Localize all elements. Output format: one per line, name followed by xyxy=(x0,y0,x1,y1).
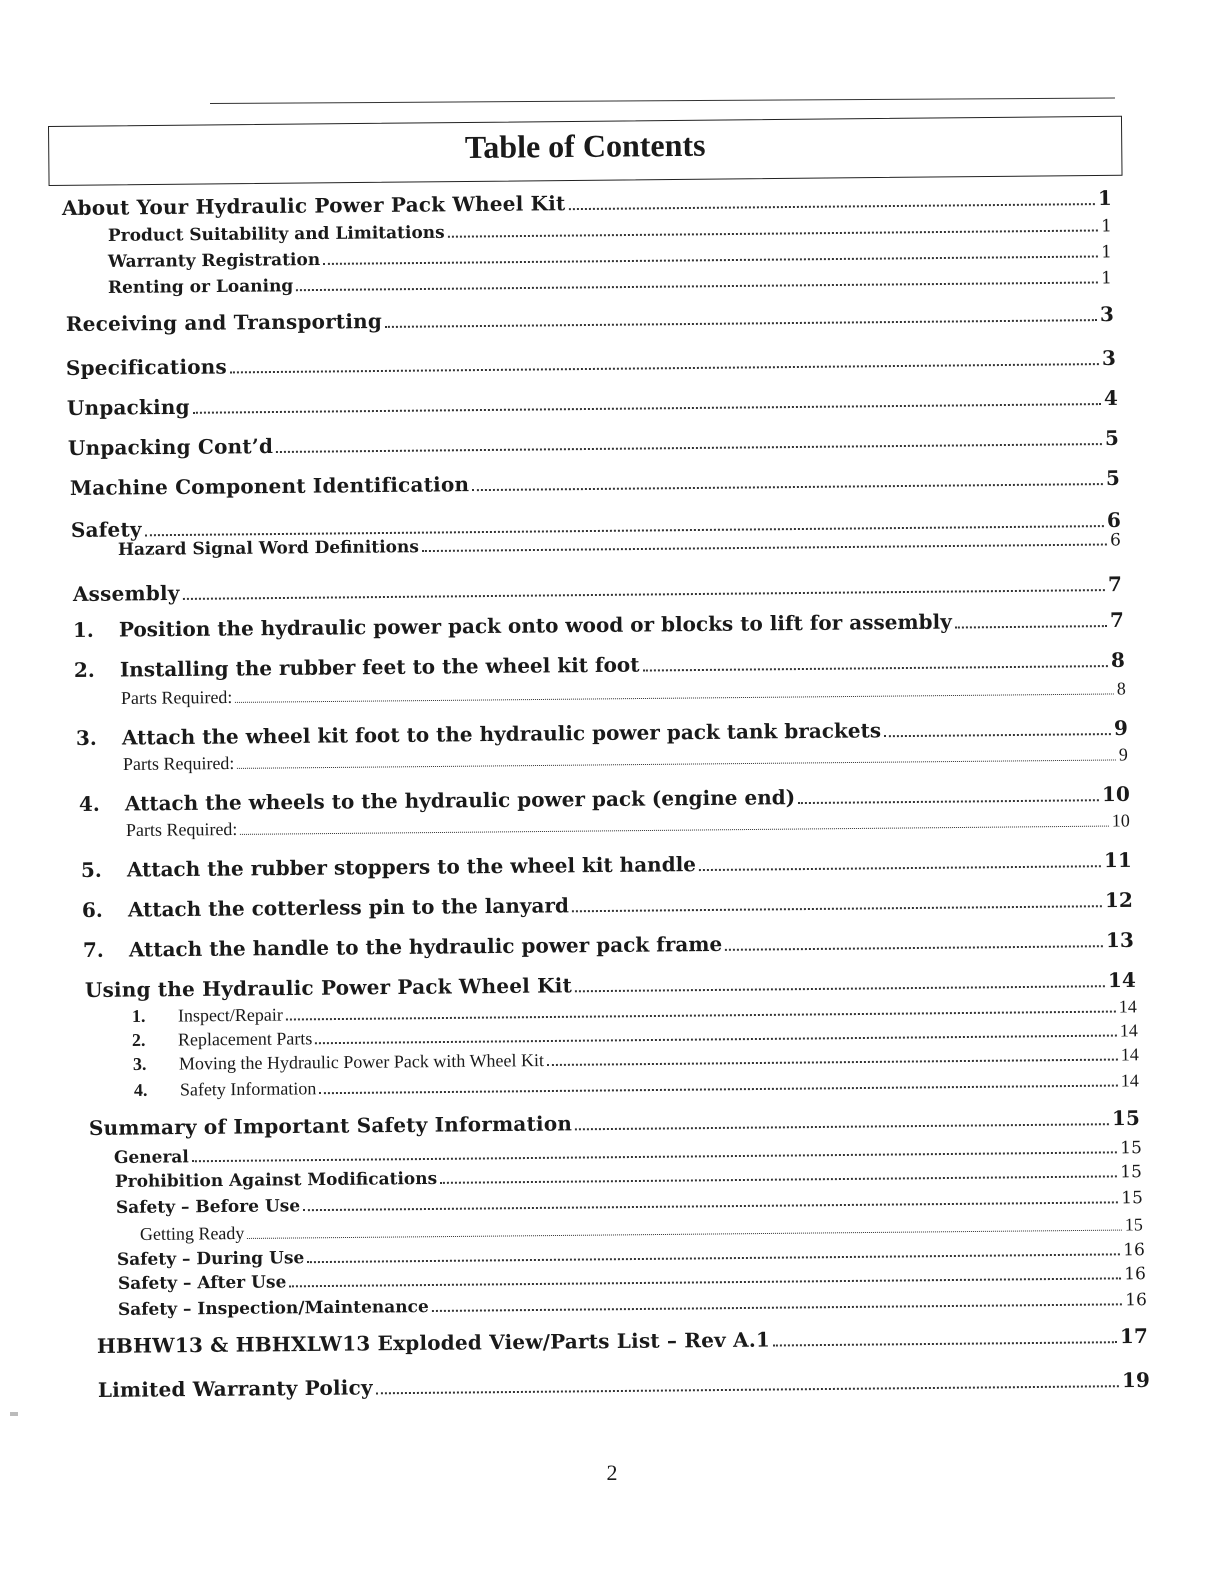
toc-subitem-entry[interactable] xyxy=(134,1070,1139,1101)
toc-entry-label: Replacement Parts xyxy=(177,1028,313,1050)
dot-leader xyxy=(307,1253,1120,1263)
toc-entry-page-number: 9 xyxy=(1118,744,1128,765)
dot-leader xyxy=(235,693,1113,702)
toc-entry-page-number: 7 xyxy=(1109,607,1124,633)
toc-entry-number: 7. xyxy=(82,937,104,962)
toc-entry-number: 1. xyxy=(131,1005,146,1026)
dot-leader xyxy=(798,799,1099,804)
toc-entry-label: Specifications xyxy=(65,354,228,380)
toc-entry-label: Parts Required: xyxy=(125,818,238,841)
toc-step-entry[interactable] xyxy=(73,608,1124,642)
dot-leader xyxy=(884,733,1111,737)
toc-entry-label: Renting or Loaning xyxy=(107,276,294,298)
toc-entry-page-number: 10 xyxy=(1111,810,1130,831)
toc-entry-label: About Your Hydraulic Power Pack Wheel Kit xyxy=(61,191,566,220)
toc-entry-label: Assembly xyxy=(72,580,180,606)
toc-entry-page-number: 5 xyxy=(1104,425,1119,451)
dot-leader xyxy=(289,1277,1121,1287)
toc-entry-page-number: 14 xyxy=(1119,1020,1138,1041)
toc-entry-label: Limited Warranty Policy xyxy=(97,1375,373,1402)
toc-entry-label: Installing the rubber feet to the wheel kit foot xyxy=(119,652,640,682)
toc-entry-label: Receiving and Transporting xyxy=(65,308,383,336)
toc-entry-page-number: 1 xyxy=(1100,242,1112,263)
toc-entry-label: Unpacking xyxy=(66,394,190,420)
toc-entry-number: 2. xyxy=(131,1029,146,1050)
dot-leader xyxy=(955,625,1107,628)
dot-leader xyxy=(319,1085,1118,1095)
toc-entry-page-number: 5 xyxy=(1105,465,1120,491)
toc-entry-page-number: 1 xyxy=(1100,268,1112,289)
toc-entry-page-number: 19 xyxy=(1121,1367,1150,1393)
toc-entry-label: Machine Component Identification xyxy=(69,472,470,500)
scan-speck xyxy=(10,1412,18,1416)
toc-entry-level-1[interactable] xyxy=(97,1324,1148,1358)
dot-leader xyxy=(286,1011,1116,1021)
toc-entry-level-1[interactable] xyxy=(66,302,1114,336)
toc-entry-level-1[interactable] xyxy=(73,572,1122,606)
toc-entry-page-number: 12 xyxy=(1104,887,1133,913)
toc-entry-label: Inspect/Repair xyxy=(177,1004,283,1026)
toc-entry-number: 3. xyxy=(75,725,97,750)
toc-entry-page-number: 1 xyxy=(1097,185,1112,211)
toc-entry-page-number: 7 xyxy=(1107,571,1122,597)
dot-leader xyxy=(472,483,1103,491)
toc-entry-label: Warranty Registration xyxy=(107,249,321,272)
toc-entry-page-number: 4 xyxy=(1103,385,1118,411)
page-title: Table of Contents xyxy=(464,126,706,165)
toc-entry-page-number: 15 xyxy=(1111,1105,1140,1131)
toc-step-entry[interactable] xyxy=(81,848,1132,882)
toc-entry-page-number: 13 xyxy=(1105,927,1134,953)
toc-entry-label: Safety Information xyxy=(179,1078,317,1100)
dot-leader xyxy=(725,945,1103,951)
toc-entry-page-number: 8 xyxy=(1110,647,1125,673)
dot-leader xyxy=(773,1341,1117,1346)
toc-entry-label: Safety – Inspection/Maintenance xyxy=(117,1297,429,1320)
toc-entry-label: Attach the wheels to the hydraulic power pack (engine end) xyxy=(124,785,796,816)
toc-entry-label: Attach the wheel kit foot to the hydraulic power pack tank brackets xyxy=(121,718,882,750)
dot-leader xyxy=(568,203,1095,210)
toc-entry-label: General xyxy=(113,1147,189,1168)
dot-leader xyxy=(448,229,1098,237)
toc-entry-label: HBHW13 & HBHXLW13 Exploded View/Parts List – Rev A.1 xyxy=(96,1327,771,1358)
toc-entry-page-number: 15 xyxy=(1121,1188,1143,1209)
toc-entry-level-3[interactable] xyxy=(140,1214,1143,1245)
dot-leader xyxy=(575,985,1105,992)
toc-entry-page-number: 14 xyxy=(1118,996,1137,1017)
dot-leader xyxy=(699,865,1101,871)
toc-entry-page-number: 1 xyxy=(1100,216,1112,237)
page-number: 2 xyxy=(606,1460,618,1485)
dot-leader xyxy=(247,1230,1121,1239)
dot-leader xyxy=(315,1035,1117,1045)
toc-entry-label: Safety – During Use xyxy=(116,1248,305,1270)
dot-leader xyxy=(572,905,1102,912)
toc-entry-level-2[interactable] xyxy=(116,1188,1143,1218)
toc-entry-page-number: 15 xyxy=(1120,1138,1142,1159)
toc-entry-level-1[interactable] xyxy=(89,1106,1140,1140)
toc-entry-page-number: 14 xyxy=(1120,1044,1139,1065)
toc-entry-label: Parts Required: xyxy=(120,686,233,709)
dot-leader xyxy=(240,826,1108,835)
dot-leader xyxy=(230,363,1099,373)
toc-entry-label: Safety – Before Use xyxy=(115,1196,301,1218)
toc-entry-page-number: 16 xyxy=(1124,1264,1146,1285)
toc-entry-number: 6. xyxy=(81,897,103,922)
toc-entry-page-number: 6 xyxy=(1109,530,1121,551)
toc-entry-number: 1. xyxy=(72,617,94,642)
toc-entry-label: Using the Hydraulic Power Pack Wheel Kit xyxy=(84,973,573,1002)
toc-step-entry[interactable] xyxy=(83,928,1134,962)
toc-entry-page-number: 16 xyxy=(1123,1240,1145,1261)
toc-entry-label: Attach the cotterless pin to the lanyard xyxy=(127,893,570,922)
dot-leader xyxy=(323,255,1098,264)
dot-leader xyxy=(422,544,1107,553)
toc-entry-page-number: 10 xyxy=(1101,781,1130,807)
toc-entry-level-2[interactable] xyxy=(118,1290,1147,1320)
toc-entry-page-number: 15 xyxy=(1120,1162,1142,1183)
toc-entry-level-3[interactable] xyxy=(123,744,1128,775)
toc-entry-number: 5. xyxy=(80,857,102,882)
toc-entry-label: Parts Required: xyxy=(122,752,235,775)
dot-leader xyxy=(303,1201,1118,1211)
toc-entry-page-number: 15 xyxy=(1124,1214,1143,1235)
dot-leader xyxy=(376,1385,1119,1394)
dot-leader xyxy=(385,319,1097,328)
toc-entry-level-1[interactable] xyxy=(62,186,1112,220)
toc-entry-label: Safety xyxy=(70,517,142,542)
toc-entry-level-1[interactable] xyxy=(66,346,1116,380)
dot-leader xyxy=(192,1151,1117,1162)
toc-entry-level-2[interactable] xyxy=(108,268,1112,298)
toc-entry-page-number: 16 xyxy=(1125,1290,1147,1311)
toc-entry-level-1[interactable] xyxy=(67,386,1118,420)
dot-leader xyxy=(237,759,1115,768)
toc-entry-page-number: 14 xyxy=(1120,1070,1139,1091)
toc-step-entry[interactable] xyxy=(82,888,1133,922)
toc-entry-label: Summary of Important Safety Information xyxy=(88,1111,573,1140)
dot-leader xyxy=(643,665,1108,671)
toc-entry-label: Prohibition Against Modifications xyxy=(114,1168,438,1192)
toc-entry-page-number: 9 xyxy=(1113,715,1128,741)
toc-entry-label: Getting Ready xyxy=(139,1222,245,1244)
toc-entry-level-1[interactable] xyxy=(98,1368,1150,1402)
toc-entry-number: 4. xyxy=(133,1079,148,1100)
toc-entry-level-1[interactable] xyxy=(68,426,1119,460)
dot-leader xyxy=(440,1175,1117,1183)
dot-leader xyxy=(547,1059,1118,1066)
dot-leader xyxy=(183,589,1105,600)
toc-entry-label: Moving the Hydraulic Power Pack with Wheel Kit xyxy=(178,1050,545,1074)
toc-entry-number: 2. xyxy=(73,657,95,682)
dot-leader xyxy=(296,281,1098,291)
toc-entry-level-3[interactable] xyxy=(121,678,1126,709)
dot-leader xyxy=(432,1303,1122,1312)
toc-entry-label: Attach the handle to the hydraulic power pack frame xyxy=(128,931,723,962)
toc-entry-label: Position the hydraulic power pack onto wood or blocks to lift for assembly xyxy=(118,609,952,642)
toc-entry-page-number: 3 xyxy=(1101,345,1116,371)
toc-entry-label: Hazard Signal Word Definitions xyxy=(117,537,420,560)
dot-leader xyxy=(276,443,1102,453)
dot-leader xyxy=(193,403,1101,414)
toc-entry-level-2[interactable] xyxy=(115,1162,1142,1192)
toc-entry-level-3[interactable] xyxy=(126,810,1130,841)
toc-entry-page-number: 8 xyxy=(1116,678,1126,699)
toc-entry-level-2[interactable] xyxy=(118,1264,1146,1294)
toc-step-entry[interactable] xyxy=(74,648,1125,682)
toc-entry-level-2[interactable] xyxy=(108,216,1112,246)
toc-entry-level-1[interactable] xyxy=(70,466,1120,500)
toc-entry-label: Product Suitability and Limitations xyxy=(107,222,445,246)
toc-entry-label: Safety – After Use xyxy=(117,1272,287,1294)
dot-leader xyxy=(575,1123,1109,1130)
toc-entry-page-number: 3 xyxy=(1099,301,1114,327)
toc-entry-page-number: 6 xyxy=(1106,507,1121,533)
toc-entry-page-number: 14 xyxy=(1107,967,1136,993)
toc-entry-label: Unpacking Cont’d xyxy=(67,434,274,460)
toc-entry-page-number: 17 xyxy=(1119,1323,1148,1349)
toc-entry-page-number: 11 xyxy=(1103,847,1132,873)
toc-entry-label: Attach the rubber stoppers to the wheel kit handle xyxy=(126,852,697,882)
toc-entry-level-2[interactable] xyxy=(108,242,1112,272)
toc-entry-number: 4. xyxy=(78,791,100,816)
toc-entry-number: 3. xyxy=(132,1053,147,1074)
